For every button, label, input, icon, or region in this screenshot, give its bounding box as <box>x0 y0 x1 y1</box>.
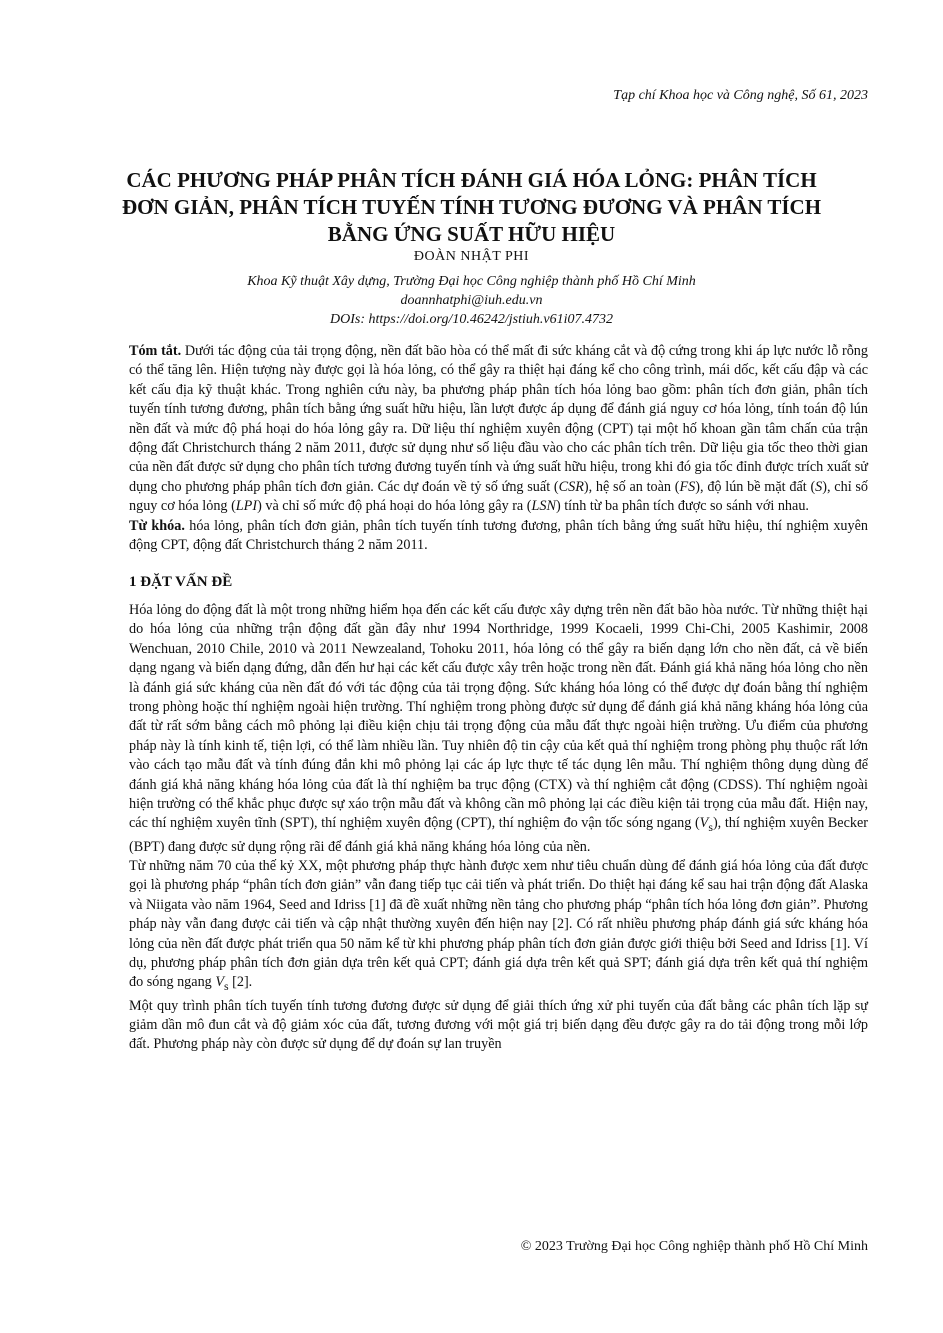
vs-symbol: V <box>215 974 224 991</box>
email: doannhatphi@iuh.edu.vn <box>400 293 543 308</box>
paragraph-1 <box>129 601 868 857</box>
abstract-text: ), độ lún bề mặt đất ( <box>695 478 816 495</box>
keywords <box>129 517 868 556</box>
paragraph-text: Từ những năm 70 của thế kỷ XX, một phương pháp thực hành được xem như tiêu chuẩn dùng để đánh giá hóa lỏng của đất được gọi là phương pháp “phân tích đơn giản” vẫn đang tiếp tục cải tiến và phát triển. Do thiệt hại đáng kể sau hai trận động đất Alaska và Niigata vào năm 1964, Seed and Idriss [1] đã đề xuất những nền tảng cho phương pháp “phân tích hóa lỏng đơn giản”. Phương pháp này vẫn đang được cải tiến và cập nhật thường xuyên đến hiện nay [2]. Có rất nhiều phương pháp đánh giá sức kháng hóa lỏng của nền đất được phát triển qua 50 năm kể từ khi phương pháp phân tích đơn giản được giới thiệu bởi Seed and Idriss [1]. Ví dụ, phương pháp phân tích đơn giản dựa trên kết quả CPT; đánh giá dựa trên kết quả SPT; đánh giá dựa trên kết quả thí nghiệm đo sóng ngang <box>129 857 868 991</box>
doi: DOIs: https://doi.org/10.46242/jstiuh.v61i07.4732 <box>330 312 613 327</box>
title-line-1: CÁC PHƯƠNG PHÁP PHÂN TÍCH ĐÁNH GIÁ HÓA LỎNG: PHÂN TÍCH <box>126 168 817 192</box>
author-name: ĐOÀN NHẬT PHI <box>413 249 530 264</box>
section-heading: 1 ĐẶT VẤN ĐỀ <box>129 574 233 591</box>
keywords-label: Từ khóa. <box>129 517 185 534</box>
abstract-s: S <box>815 478 823 495</box>
abstract-text: ) tính từ ba phân tích được so sánh với nhau. <box>555 498 809 515</box>
title-line-2: ĐƠN GIẢN, PHÂN TÍCH TUYẾN TÍNH TƯƠNG ĐƯƠNG VÀ PHÂN TÍCH <box>121 195 822 219</box>
abstract-label: Tóm tắt. <box>129 343 182 359</box>
vs-subscript: s <box>223 979 229 994</box>
title-line-3: BẰNG ỨNG SUẤT HỮU HIỆU <box>327 222 616 246</box>
page-footer: © 2023 Trường Đại học Công nghiệp thành phố Hồ Chí Minh <box>520 1239 868 1254</box>
abstract-csr: CSR <box>558 478 584 495</box>
paper-title <box>110 167 833 248</box>
abstract-text: ), chỉ số nguy cơ hóa lỏng ( <box>129 478 869 515</box>
abstract <box>129 342 868 517</box>
paragraph-text: Hóa lỏng do động đất là một trong những hiểm họa đến các kết cấu được xây dựng trên nền đất bão hòa nước. Từ những thiệt hại do hóa lỏng của những trận động đất gần đây như 1994 Northridge, 1999 Kocaeli, 1999 Chi-Chi, 2005 Kashimir, 2008 Wenchuan, 2010 Chile, 2010 và 2011 Newzealand, Tohoku 2011, hóa lỏng có thể gây ra biến dạng lớn cho nền đất, cả về biến dạng ngang và biến dạng đứng, dẫn đến hư hại các kết cấu được xây trên hoặc trong nền đất. Đánh giá khả năng hóa lỏng cho nền là đánh giá sức kháng của nền đất đó với tác động của tải trọng động. Sức kháng hóa lỏng có thể được dự đoán bằng thí nghiệm trong phòng hoặc thí nghiệm ngoài hiện trường. Thí nghiệm trong phòng được sử dụng để đánh giá khả năng kháng hóa lỏng của đất từ rất sớm bằng cách mô phỏng lại điều kiện chịu tải trọng động của mẫu đất thực ngoài hiện trường. Ưu điểm của phương pháp này là tính kinh tế, tiện lợi, có thể làm nhiều lần. Tuy nhiên độ tin cậy của kết quả thí nghiệm trong phòng phụ thuộc rất lớn vào cách tạo mẫu đất và tính đúng đắn khi mô phỏng lại các áp lực thực tế tác dụng lên mẫu. Thí nghiệm thông dụng dùng để đánh giá khả năng kháng hóa lỏng của đất là thí nghiệm ba trục động (CTX) và thí nghiệm cắt động (CDSS). Thí nghiệm ngoài hiện trường có thể khắc phục được sự xáo trộn mẫu đất và không cần mô phỏng lại các điều kiện tải trọng của mẫu đất. Hiện nay, các thí nghiệm xuyên tĩnh (SPT), thí nghiệm xuyên động (CPT), thí nghiệm đo vận tốc sóng ngang ( <box>129 601 868 832</box>
paragraph-3: Một quy trình phân tích tuyến tính tương đương được sử dụng để giải thích ứng xử phi tuyến của đất bằng các phân tích lặp sự giảm dần mô đun cắt và độ giảm xóc của đất, tương đương với một giá trị biến dạng đều được gây ra do tải động trong mỗi lớp đất. Phương pháp này còn được sử dụng để dự đoán sự lan truyền <box>129 997 868 1053</box>
main-content <box>129 342 868 1055</box>
abstract-fs: FS <box>679 478 696 495</box>
author-info <box>0 272 943 329</box>
affiliation: Khoa Kỹ thuật Xây dựng, Trường Đại học Công nghiệp thành phố Hồ Chí Minh <box>247 274 696 289</box>
paragraph-text: ), thí nghiệm xuyên Becker (BPT) đang được sử dụng rộng rãi để đánh giá khả năng kháng hóa lỏng của nền. <box>129 815 868 855</box>
abstract-text: ), hệ số an toàn ( <box>583 478 680 495</box>
abstract-lsn: LSN <box>531 498 556 515</box>
paragraph-2 <box>129 857 868 997</box>
paragraph-text: [2]. <box>228 974 253 991</box>
journal-header: Tạp chí Khoa học và Công nghệ, Số 61, 2023 <box>613 88 868 103</box>
abstract-text: Dưới tác động của tải trọng động, nền đất bão hòa có thể mất đi sức kháng cắt và độ cứng trong khi áp lực nước lỗ rỗng có thể tăng lên. Hiện tượng này được gọi là hóa lỏng, có thể gây ra thiệt hại đáng kể cho công trình, mái dốc, kết cấu đập và các kết cấu địa kỹ thuật khác. Trong nghiên cứu này, ba phương pháp phân tích hóa lỏng bao gồm: phân tích đơn giản, phân tích tuyến tính tương đương, phân tích bằng ứng suất hữu hiệu, lần lượt được áp dụng để đánh giá nguy cơ hóa lỏng, tính toán độ lún nền đất và mức độ phá hoại do hóa lỏng gây ra. Dữ liệu thí nghiệm xuyên động (CPT) tại một hố khoan gần tâm chấn của trận động đất Christchurch tháng 2 năm 2011, được sử dụng như số liệu đầu vào cho các phân tích trên. Dữ liệu gia tốc theo thời gian của nền đất được sử dụng cho phân tích tương đương tuyến tính và ứng suất hữu hiệu, trong khi đó gia tốc đỉnh được trích xuất sử dụng cho phương pháp phân tích đơn giản. Các dự đoán về tỷ số ứng suất ( <box>129 343 868 495</box>
vs-subscript: s <box>708 820 713 835</box>
abstract-text: ) và chỉ số mức độ phá hoại do hóa lỏng gây ra ( <box>257 498 532 515</box>
abstract-lpi: LPI <box>235 498 258 515</box>
vs-symbol: V <box>699 815 709 832</box>
keywords-text: hóa lỏng, phân tích đơn giản, phân tích tuyến tính tương đương, phân tích bằng ứng suất hữu hiệu, thí nghiệm xuyên động CPT, động đất Christchurch tháng 2 năm 2011. <box>129 517 868 554</box>
